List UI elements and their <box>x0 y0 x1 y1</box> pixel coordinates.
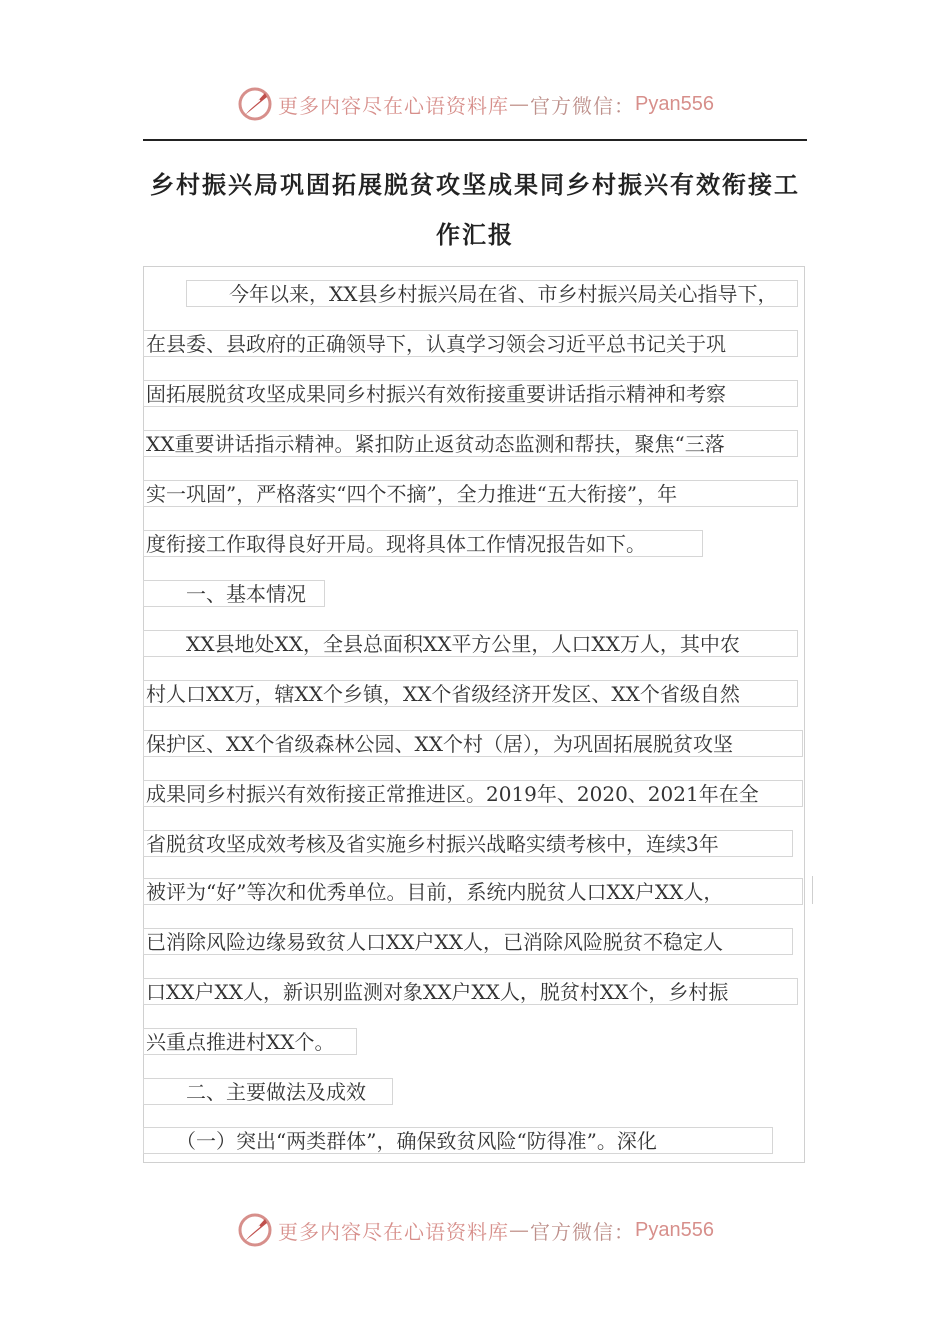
paragraph-line: 保护区、XX个省级森林公园、XX个村（居），为巩固拓展脱贫攻坚 <box>143 730 803 757</box>
footer-watermark <box>0 1208 950 1252</box>
watermark-dash: — <box>509 1218 531 1242</box>
watermark-wechat-label: 官方微信： <box>530 93 636 118</box>
watermark-wechat-id: Pyan556 <box>635 92 714 115</box>
header-watermark <box>0 82 950 126</box>
paragraph-line: 在县委、县政府的正确领导下，认真学习领会习近平总书记关于巩 <box>143 330 798 357</box>
paragraph-line: 省脱贫攻坚成效考核及省实施乡村振兴战略实绩考核中，连续3年 <box>143 830 793 857</box>
margin-tick <box>812 876 813 904</box>
paragraph-line: 口XX户XX人，新识别监测对象XX户XX人，脱贫村XX个，乡村振 <box>143 978 798 1005</box>
title-line: 乡村振兴局巩固拓展脱贫攻坚成果同乡村振兴有效衔接工 <box>150 170 800 199</box>
paragraph-line: 兴重点推进村XX个。 <box>143 1028 357 1055</box>
paragraph-line: 固拓展脱贫攻坚成果同乡村振兴有效衔接重要讲话指示精神和考察 <box>143 380 798 407</box>
paragraph-line: 被评为“好”等次和优秀单位。目前，系统内脱贫人口XX户XX人， <box>143 878 803 905</box>
header-rule <box>143 139 807 141</box>
paragraph-line: 度衔接工作取得良好开局。现将具体工作情况报告如下。 <box>143 530 703 557</box>
paragraph-line: XX重要讲话指示精神。紧扣防止返贫动态监测和帮扶，聚焦“三落 <box>143 430 798 457</box>
watermark-text: 更多内容尽在心语资料库 <box>278 93 510 118</box>
paragraph-line: 成果同乡村振兴有效衔接正常推进区。2019年、2020、2021年在全 <box>143 780 803 807</box>
paragraph-line: 已消除风险边缘易致贫人口XX户XX人，已消除风险脱贫不稳定人 <box>143 928 793 955</box>
paragraph-line: XX县地处XX，全县总面积XX平方公里，人口XX万人，其中农 <box>143 630 798 657</box>
paragraph-line: 村人口XX万，辖XX个乡镇，XX个省级经济开发区、XX个省级自然 <box>143 680 798 707</box>
section-heading: 一、基本情况 <box>143 580 325 607</box>
watermark-wechat-label: 官方微信： <box>530 1219 636 1244</box>
paragraph-line: 今年以来，XX县乡村振兴局在省、市乡村振兴局关心指导下， <box>186 280 798 307</box>
watermark-wechat-id: Pyan556 <box>635 1218 714 1241</box>
quill-logo-icon <box>236 85 274 123</box>
section-heading: 二、主要做法及成效 <box>143 1078 393 1105</box>
title-line: 作汇报 <box>436 220 514 249</box>
quill-logo-icon <box>236 1211 274 1249</box>
watermark-dash: — <box>509 92 531 116</box>
watermark-text: 更多内容尽在心语资料库 <box>278 1219 510 1244</box>
document-title <box>150 160 800 260</box>
subsection-heading: （一）突出“两类群体”，确保致贫风险“防得准”。深化 <box>143 1127 773 1154</box>
paragraph-line: 实一巩固”，严格落实“四个不摘”，全力推进“五大衔接”，年 <box>143 480 798 507</box>
